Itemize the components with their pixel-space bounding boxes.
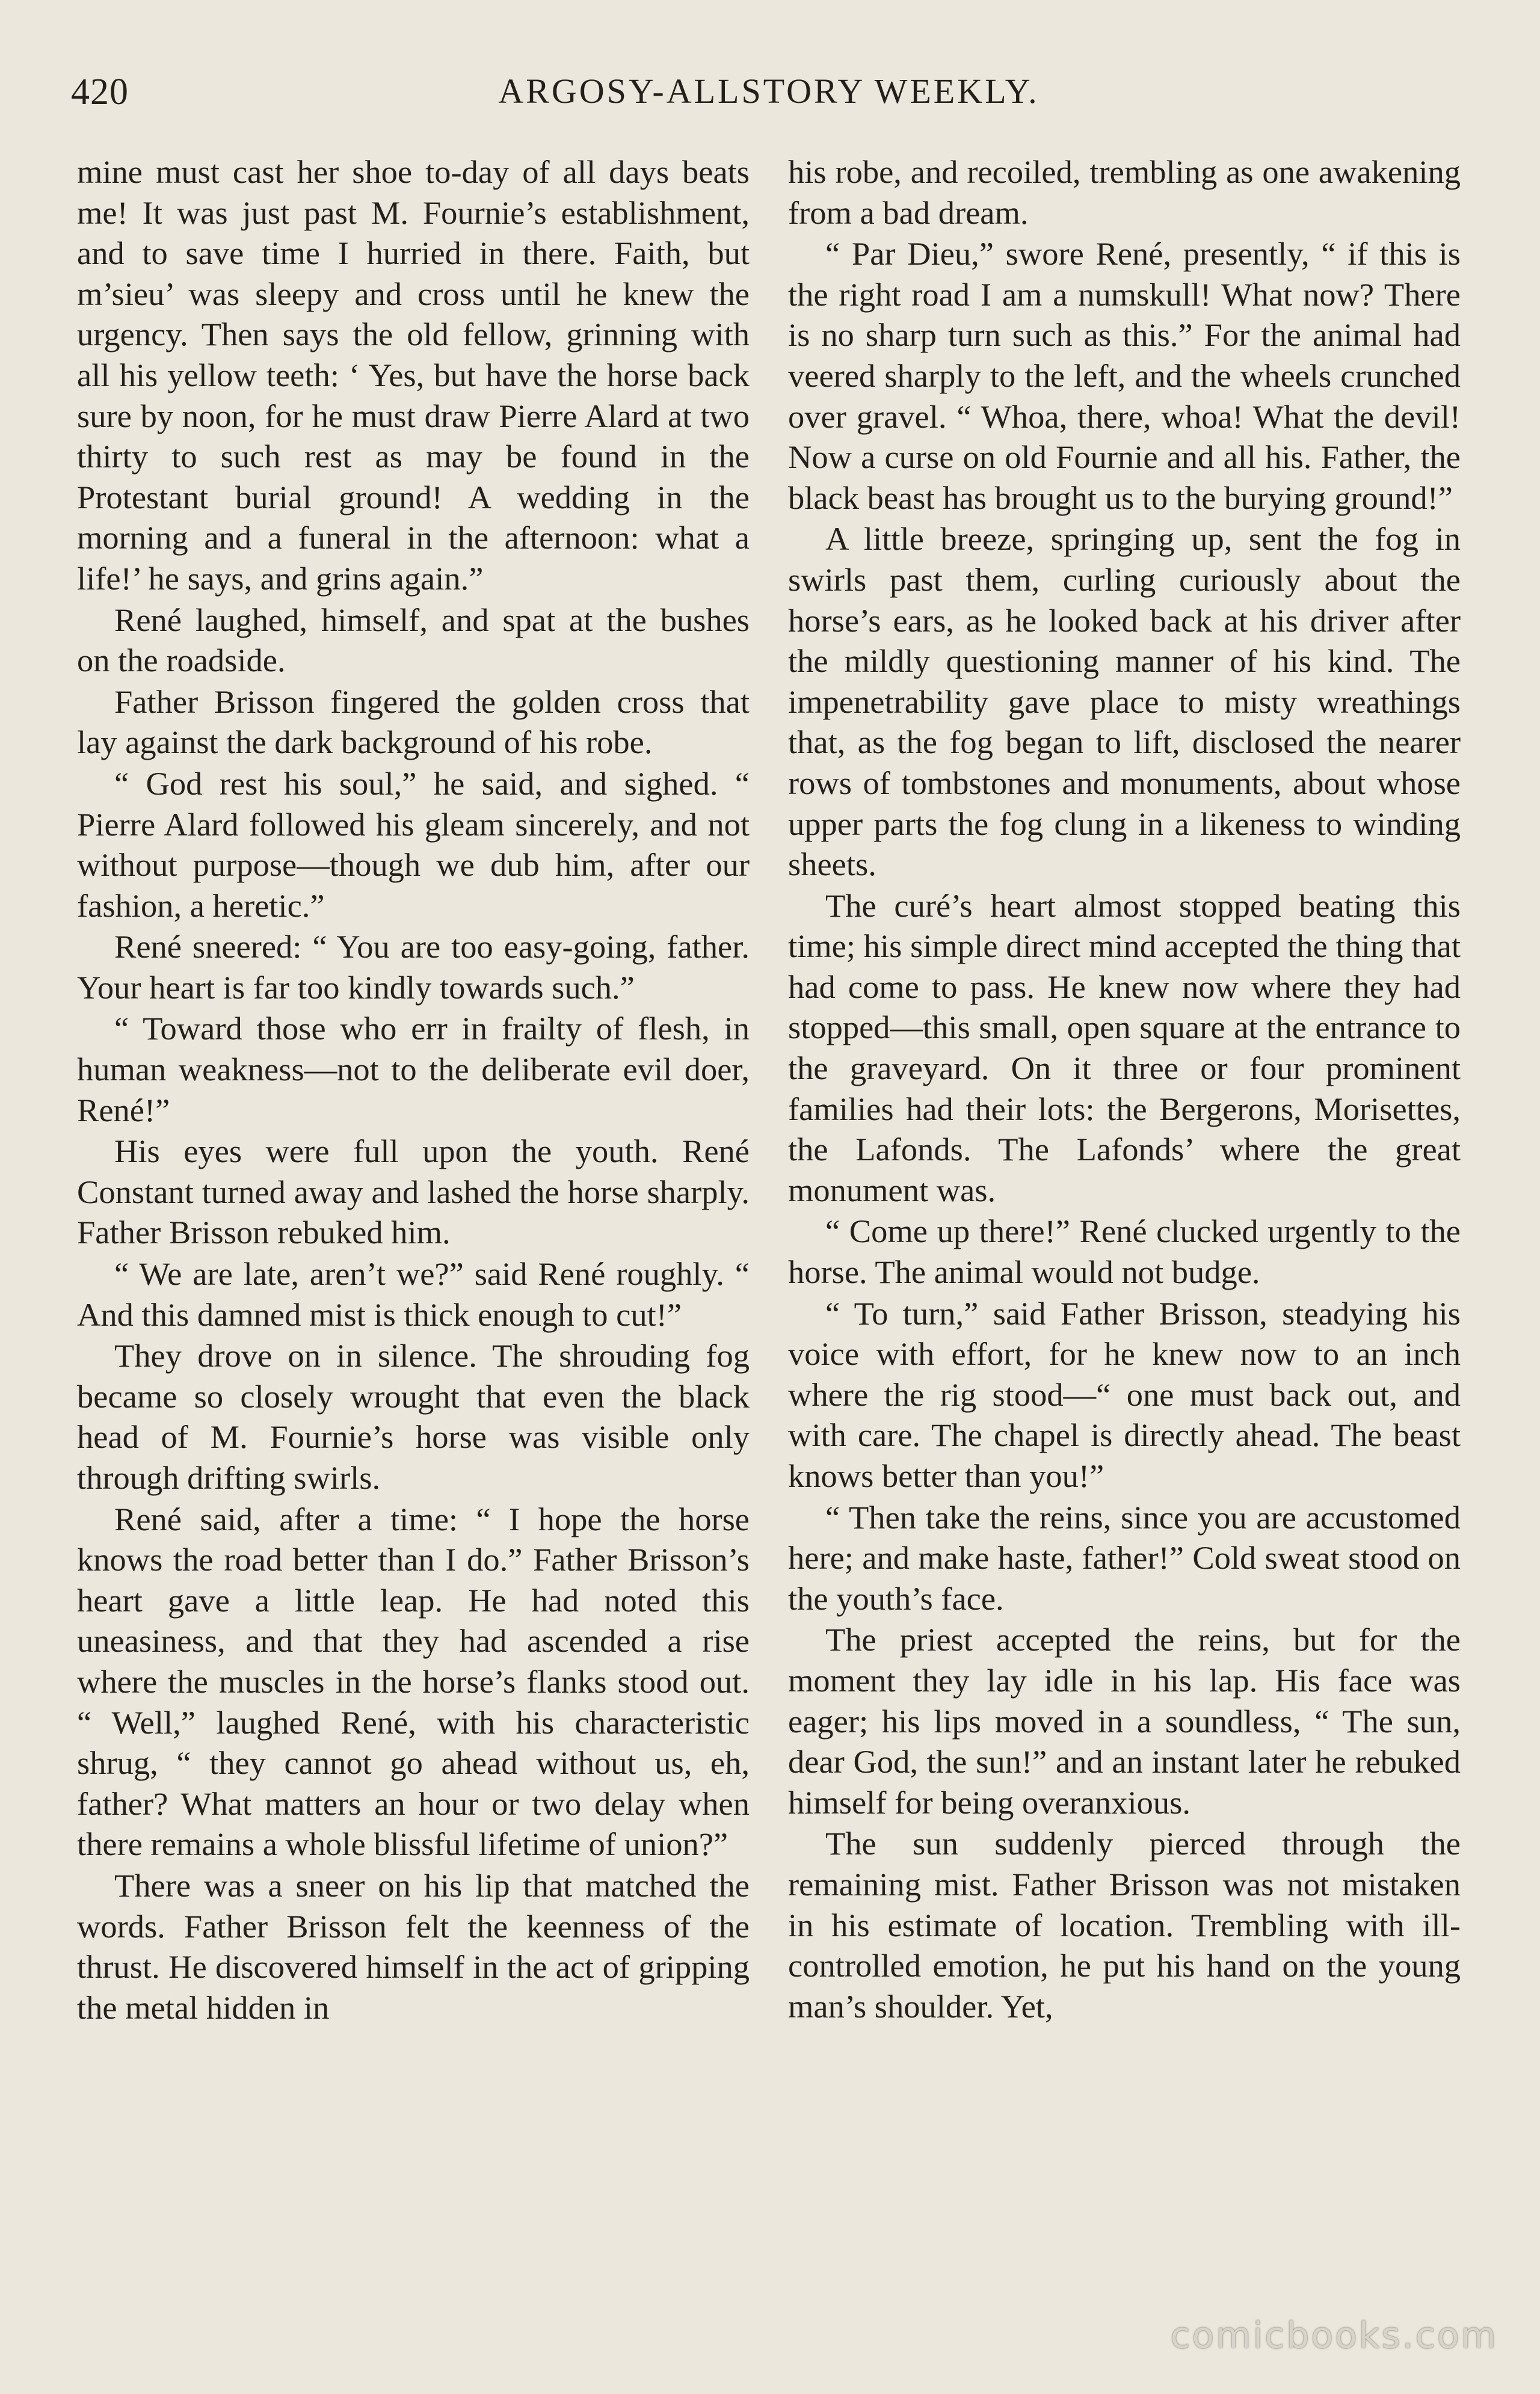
left-column: [77, 152, 750, 2317]
paragraph: “ Come up there!” René clucked urgently to the horse. The animal would not budge.: [788, 1213, 1461, 1291]
paragraph: The sun suddenly pierced through the remaining mist. Father Brisson was not mistaken in his estimate of location. Trembling with ill-controlled emotion, he put his hand on the young man’s shoulder. Yet,: [788, 1825, 1461, 2025]
paragraph: “ Toward those who err in frailty of flesh, in human weakness—not to the deliberate evil doer, René!”: [77, 1010, 750, 1128]
paragraph: The curé’s heart almost stopped beating this time; his simple direct mind accepted the thing that had come to pass. He knew now where they had stopped—this small, open square at the entrance to the graveyard. On it three or four prominent families had their lots: the Bergerons, Morisettes, the Lafonds. The Lafonds’ where the great monument was.: [788, 887, 1461, 1208]
paragraph: “ We are late, aren’t we?” said René roughly. “ And this damned mist is thick enough to cut!”: [77, 1255, 750, 1333]
paragraph: mine must cast her shoe to-day of all days beats me! It was just past M. Fournie’s establishment, and to save time I hurried in there. Faith, but m’sieu’ was sleepy and cross until he knew the urgency. Then says the old fellow, grinning with all his yellow teeth: ‘ Yes, but have the horse back sure by noon, for he must draw Pierre Alard at two thirty to such rest as may be found in the Protestant burial ground! A wedding in the morning and a funeral in the afternoon: what a life!’ he says, and grins again.”: [77, 153, 750, 597]
watermark: comicbooks.com: [1170, 2315, 1498, 2357]
paragraph: The priest accepted the reins, but for the moment they lay idle in his lap. His face was eager; his lips moved in a soundless, “ The sun, dear God, the sun!” and an instant later he rebuked himself for being overanxious.: [788, 1621, 1461, 1821]
paragraph: “ To turn,” said Father Brisson, steadying his voice with effort, for he knew now to an inch where the rig stood—“ one must back out, and with care. The chapel is directly ahead. The beast knows better than you!”: [788, 1294, 1461, 1494]
paragraph: His eyes were full upon the youth. René Constant turned away and lashed the horse sharply. Father Brisson rebuked him.: [77, 1133, 750, 1251]
page-number: 420: [71, 72, 129, 112]
paragraph: René laughed, himself, and spat at the bushes on the roadside.: [77, 601, 750, 679]
paragraph: There was a sneer on his lip that matched the words. Father Brisson felt the keenness of the thrust. He discovered himself in the act of gripping the metal hidden in: [77, 1866, 750, 2026]
paragraph: “ God rest his soul,” he said, and sighed. “ Pierre Alard followed his gleam sincerely, and not without purpose—though we dub him, after our fashion, a heretic.”: [77, 765, 750, 924]
page-header: [71, 71, 1467, 125]
paragraph: René said, after a time: “ I hope the horse knows the road better than I do.” Father Brisson’s heart gave a little leap. He had noted this uneasiness, and that they had ascended a rise where the muscles in the horse’s flanks stood out. “ Well,” laughed René, with his characteristic shrug, “ they cannot go ahead without us, eh, father? What matters an hour or two delay when there remains a whole blissful lifetime of union?”: [77, 1500, 750, 1863]
right-column: [788, 152, 1461, 2317]
paragraph: his robe, and recoiled, trembling as one awakening from a bad dream.: [788, 153, 1461, 231]
paragraph: They drove on in silence. The shrouding fog became so closely wrought that even the black head of M. Fournie’s horse was visible only through drifting swirls.: [77, 1337, 750, 1496]
paragraph: Father Brisson fingered the golden cross that lay against the dark background of his robe.: [77, 683, 750, 761]
paragraph: A little breeze, springing up, sent the fog in swirls past them, curling curiously about the horse’s ears, as he looked back at his driver after the mildly questioning manner of his kind. The impenetrability gave place to misty wreathings that, as the fog began to lift, disclosed the nearer rows of tombstones and monuments, about whose upper parts the fog clung in a likeness to winding sheets.: [788, 520, 1461, 883]
running-head: ARGOSY-ALLSTORY WEEKLY.: [498, 72, 1040, 111]
paragraph: René sneered: “ You are too easy-going, father. Your heart is far too kindly towards such.”: [77, 928, 750, 1006]
paragraph: “ Then take the reins, since you are accustomed here; and make haste, father!” Cold sweat stood on the youth’s face.: [788, 1498, 1461, 1617]
paragraph: “ Par Dieu,” swore René, presently, “ if this is the right road I am a numskull! What now? There is no sharp turn such as this.” For the animal had veered sharply to the left, and the wheels crunched over gravel. “ Whoa, there, whoa! What the devil! Now a curse on old Fournie and all his. Father, the black beast has brought us to the burying ground!”: [788, 235, 1461, 516]
